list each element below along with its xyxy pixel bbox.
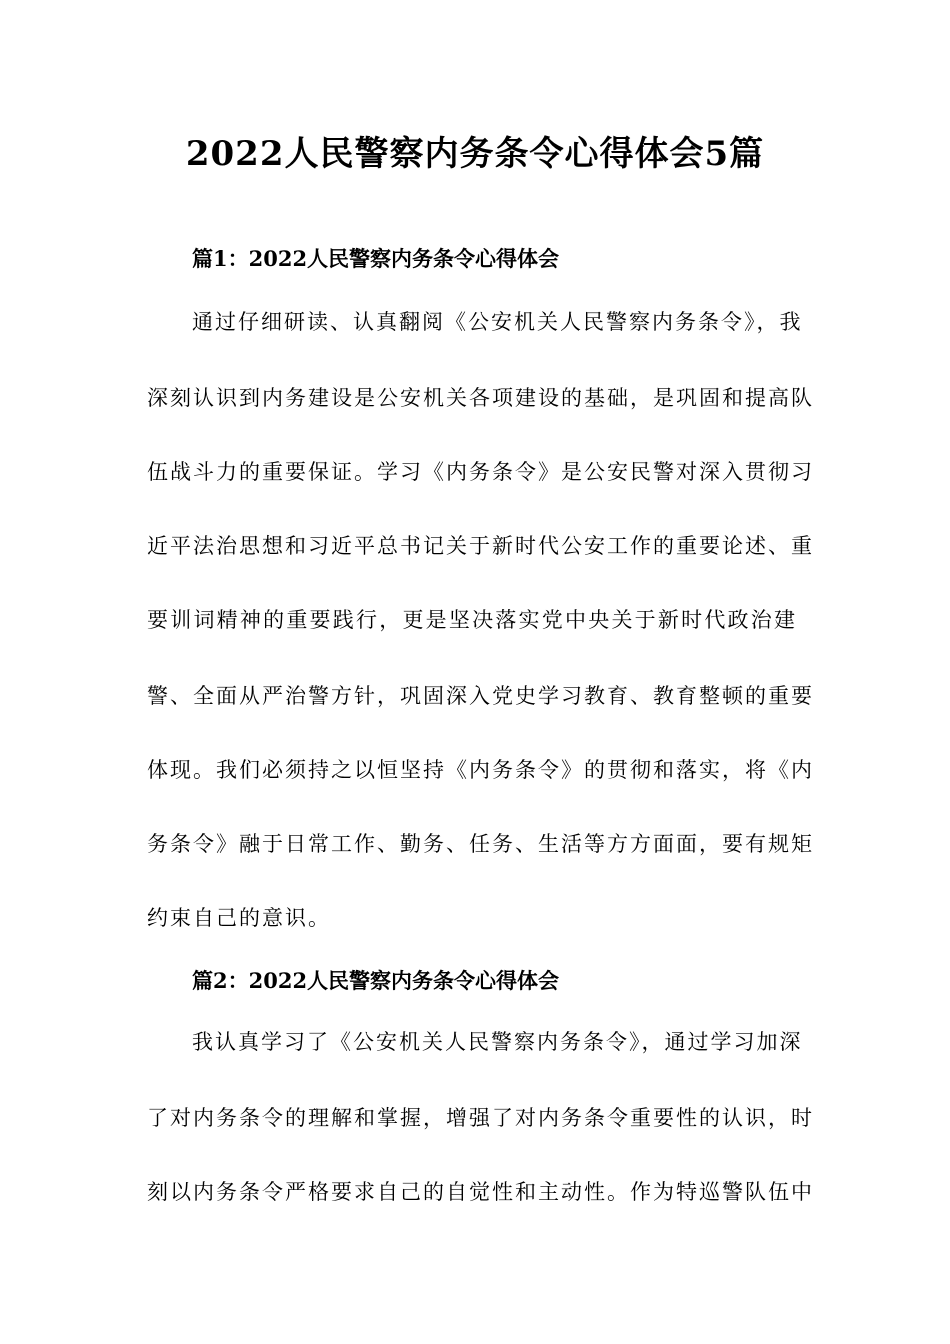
section-1-heading: 篇1：2022人民警察内务条令心得体会 <box>192 246 560 271</box>
section-1-line-4: 近平法治思想和习近平总书记关于新时代公安工作的重要论述、重 <box>147 534 814 558</box>
section-1-line-2: 深刻认识到内务建设是公安机关各项建设的基础，是巩固和提高队 <box>147 386 814 410</box>
section-1-line-8: 务条令》融于日常工作、勤务、任务、生活等方方面面，要有规矩 <box>147 832 814 856</box>
section-1-line-5: 要训词精神的重要践行，更是坚决落实党中央关于新时代政治建 <box>147 608 797 632</box>
section-2-heading: 篇2：2022人民警察内务条令心得体会 <box>192 968 560 993</box>
section-1-line-3: 伍战斗力的重要保证。学习《内务条令》是公安民警对深入贯彻习 <box>147 460 814 484</box>
section-2-line-1: 我认真学习了《公安机关人民警察内务条令》，通过学习加深 <box>192 1030 803 1054</box>
section-1-line-6: 警、全面从严治警方针，巩固深入党史学习教育、教育整顿的重要 <box>147 684 814 708</box>
section-2-line-3: 刻以内务条令严格要求自己的自觉性和主动性。作为特巡警队伍中 <box>147 1180 814 1204</box>
document-title: 2022人民警察内务条令心得体会5篇 <box>185 134 765 174</box>
section-1-line-7: 体现。我们必须持之以恒坚持《内务条令》的贯彻和落实，将《内 <box>147 758 814 782</box>
section-1-line-9: 约束自己的意识。 <box>147 906 331 930</box>
section-1-line-1: 通过仔细研读、认真翻阅《公安机关人民警察内务条令》，我 <box>192 310 803 334</box>
section-2-line-2: 了对内务条令的理解和掌握，增强了对内务条令重要性的认识，时 <box>147 1106 814 1130</box>
